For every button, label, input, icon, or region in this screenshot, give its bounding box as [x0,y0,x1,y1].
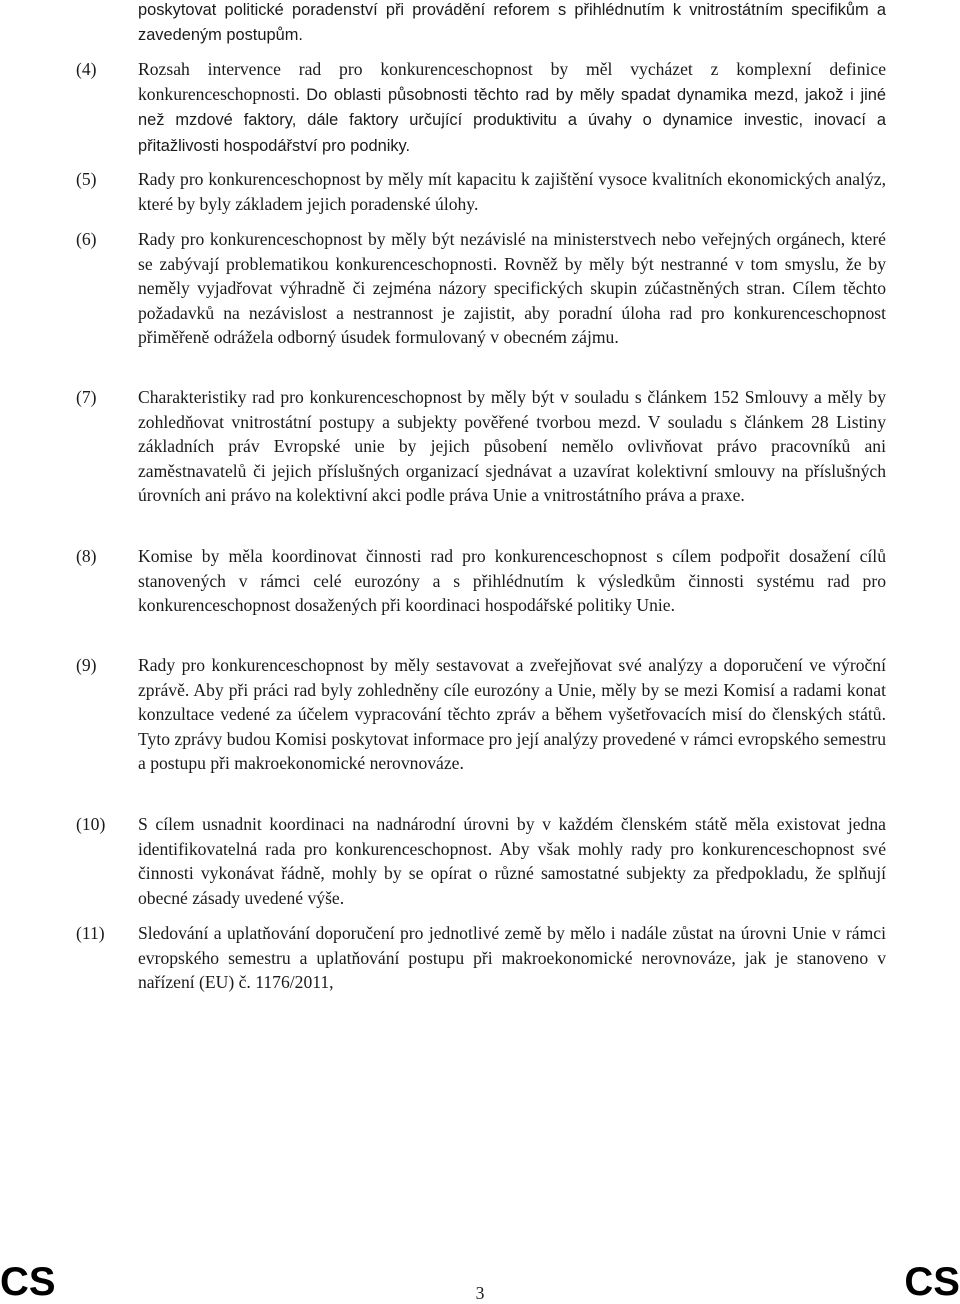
recital-text: Rady pro konkurenceschopnost by měly mít kapacitu k zajištění vysoce kvalitních ekonomických analýz, které by byly základem jejich poradenské úlohy. [138,169,886,214]
recital-4 [76,57,886,158]
recital-text: Rady pro konkurenceschopnost by měly sestavovat a zveřejňovat své analýzy a doporučení ve výroční zprávě. Aby při práci rad byly zohledněny cíle eurozóny a Unie, měly by se mezi Komisí a radami konat konzultace vedené za účelem vypracování těchto zpráv a během vyšetřovacích misí do členských států. Tyto zprávy budou Komisi poskytovat informace pro její analýzy provedené v rámci evropského semestru a postupu při makroekonomické nerovnováze. [138,655,886,774]
recital-text: Charakteristiky rad pro konkurenceschopnost by měly být v souladu s článkem 152 Smlouvy a měly by zohledňovat vnitrostátní postupy a subjekty pověřené tvorbou mezd. V souladu s článkem 28 Listiny základních práv Evropské unie by jejich působení nemělo ovlivňovat právo pracovníků ani zaměstnavatelů či jejich příslušných organizací sjednávat a uzavírat kolektivní smlouvy na příslušných úrovních ani právo na kolektivní akci podle práva Unie a vnitrostátního práva a praxe. [138,387,886,506]
intro-paragraph [76,0,886,47]
recital-number: (4) [76,59,97,79]
recital-5 [76,167,886,216]
recital-text [138,57,886,158]
recital-text: S cílem usnadnit koordinaci na nadnárodní úrovni by v každém členském státě měla existovat jedna identifikovatelná rada pro konkurenceschopnost. Aby však mohly rady pro konkurenceschopnost své činnosti vykonávat řádně, mohly by se opírat o různé samostatné subjekty za předpokladu, že splňují obecné zásady uvedené výše. [138,814,886,908]
recital-number: (6) [76,229,97,249]
recital-8 [76,544,886,618]
recital-7 [76,385,886,508]
recital-number: (9) [76,655,97,675]
recital-9 [76,653,886,776]
intro-text: poskytovat politické poradenství při provádění reforem s přihlédnutím k vnitrostátním specifikům a zavedeným postupům. [138,1,886,44]
recital-6 [76,227,886,350]
footer-language-left: CS [0,1260,56,1304]
recital-text-part: Rozsah intervence rad pro konkurenceschopnost by měl vycházet z komplexní definice konkurenceschopnosti. [138,59,886,104]
recital-number: (10) [76,814,106,834]
recital-text-part-sans: Do oblasti působnosti těchto rad by měly spadat dynamika mezd, jakož i jiné než mzdové faktory, dále faktory určující produktivitu a úvahy o dynamice investic, inovací a přitažlivosti hospodářství pro podniky. [138,85,886,155]
recital-text: Sledování a uplatňování doporučení pro jednotlivé země by mělo i nadále zůstat na úrovni Unie v rámci evropského semestru a uplatňování postupu při makroekonomické nerovnováze, jak je stanoveno v nařízení (EU) č. 1176/2011, [138,923,886,993]
recital-number: (7) [76,387,97,407]
recital-10 [76,812,886,910]
page-number: 3 [475,1283,485,1303]
recital-11 [76,921,886,995]
recital-number: (5) [76,169,97,189]
recital-number: (11) [76,923,105,943]
footer-language-right: CS [904,1260,960,1304]
recital-text: Rady pro konkurenceschopnost by měly být nezávislé na ministerstvech nebo veřejných orgánech, které se zabývají problematikou konkurenceschopnosti. Rovněž by měly být nestranné v tom smyslu, že by neměly vyjadřovat výhradně či zejména názory specifických skupin zúčastněných stran. Cílem těchto požadavků na nezávislost a nestrannost je zajistit, aby poradní úloha rad pro konkurenceschopnost přiměřeně odrážela odborný úsudek formulovaný v obecném zájmu. [138,229,886,348]
recital-number: (8) [76,546,97,566]
recital-text: Komise by měla koordinovat činnosti rad pro konkurenceschopnost s cílem podpořit dosažení cílů stanovených v rámci celé eurozóny a s přihlédnutím k výsledkům činnosti systému rad pro konkurenceschopnost dosažených při koordinaci hospodářské politiky Unie. [138,546,886,616]
